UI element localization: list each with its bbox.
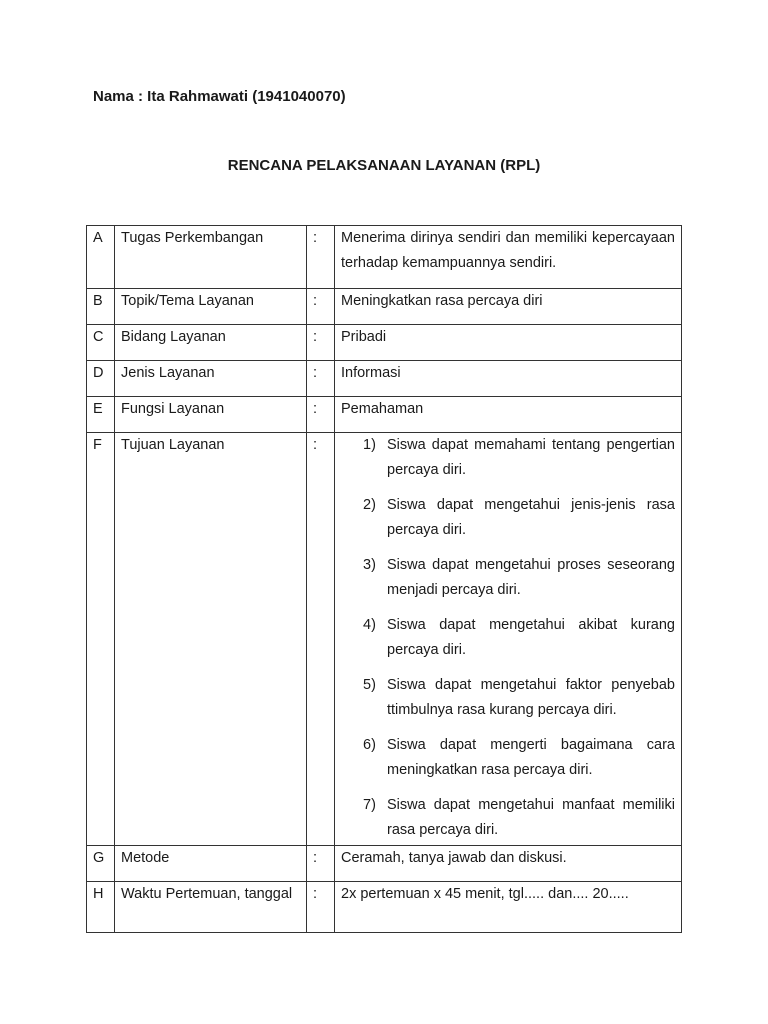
goal-text: Siswa dapat mengerti bagaimana cara meningkatkan rasa percaya diri. <box>387 737 675 778</box>
row-label: Metode <box>115 846 307 882</box>
goal-number: 5) <box>363 677 376 693</box>
row-colon: : <box>307 433 335 846</box>
list-item <box>341 793 675 843</box>
goal-text: Siswa dapat mengetahui proses seseorang menjadi percaya diri. <box>387 557 675 598</box>
row-colon: : <box>307 397 335 433</box>
row-code: H <box>87 882 115 933</box>
row-value: Informasi <box>335 361 682 397</box>
goal-number: 6) <box>363 737 376 753</box>
list-item <box>341 733 675 783</box>
goal-text: Siswa dapat mengetahui jenis-jenis rasa percaya diri. <box>387 497 675 538</box>
document-title: RENCANA PELAKSANAAN LAYANAN (RPL) <box>227 157 541 174</box>
table-row-e <box>87 397 682 433</box>
table-row-a <box>87 226 682 289</box>
row-label: Topik/Tema Layanan <box>115 289 307 325</box>
row-value <box>335 433 682 846</box>
row-label: Fungsi Layanan <box>115 397 307 433</box>
goal-text: Siswa dapat mengetahui akibat kurang percaya diri. <box>387 617 675 658</box>
list-item <box>341 553 675 603</box>
table-row-b <box>87 289 682 325</box>
row-label: Tujuan Layanan <box>115 433 307 846</box>
table-row-h <box>87 882 682 933</box>
row-colon: : <box>307 325 335 361</box>
goal-number: 2) <box>363 497 376 513</box>
row-colon: : <box>307 226 335 289</box>
rpl-table <box>86 225 682 933</box>
goal-number: 1) <box>363 437 376 453</box>
row-value: 2x pertemuan x 45 menit, tgl..... dan.... 20..... <box>335 882 682 933</box>
row-colon: : <box>307 361 335 397</box>
row-label: Tugas Perkembangan <box>115 226 307 289</box>
row-value: Meningkatkan rasa percaya diri <box>335 289 682 325</box>
goal-text: Siswa dapat mengetahui faktor penyebab ttimbulnya rasa kurang percaya diri. <box>387 677 675 718</box>
table-row-c <box>87 325 682 361</box>
row-code: A <box>87 226 115 289</box>
goal-text: Siswa dapat mengetahui manfaat memiliki rasa percaya diri. <box>387 797 675 838</box>
table-row-f <box>87 433 682 846</box>
list-item <box>341 433 675 483</box>
row-code: D <box>87 361 115 397</box>
goal-text: Siswa dapat memahami tentang pengertian percaya diri. <box>387 437 675 478</box>
list-item <box>341 493 675 543</box>
row-code: C <box>87 325 115 361</box>
goal-number: 4) <box>363 617 376 633</box>
row-code: E <box>87 397 115 433</box>
list-item <box>341 673 675 723</box>
table-row-d <box>87 361 682 397</box>
goal-number: 7) <box>363 797 376 813</box>
row-colon: : <box>307 289 335 325</box>
row-value: Ceramah, tanya jawab dan diskusi. <box>335 846 682 882</box>
row-code: B <box>87 289 115 325</box>
row-label: Jenis Layanan <box>115 361 307 397</box>
row-value: Pemahaman <box>335 397 682 433</box>
goals-list <box>341 433 675 843</box>
row-code: G <box>87 846 115 882</box>
row-value: Menerima dirinya sendiri dan memiliki kepercayaan terhadap kemampuannya sendiri. <box>335 226 682 289</box>
row-colon: : <box>307 846 335 882</box>
row-code: F <box>87 433 115 846</box>
row-label: Waktu Pertemuan, tanggal <box>115 882 307 933</box>
row-value: Pribadi <box>335 325 682 361</box>
goal-number: 3) <box>363 557 376 573</box>
student-name-line: Nama : Ita Rahmawati (1941040070) <box>93 88 346 105</box>
row-label: Bidang Layanan <box>115 325 307 361</box>
list-item <box>341 613 675 663</box>
table-row-g <box>87 846 682 882</box>
row-colon: : <box>307 882 335 933</box>
